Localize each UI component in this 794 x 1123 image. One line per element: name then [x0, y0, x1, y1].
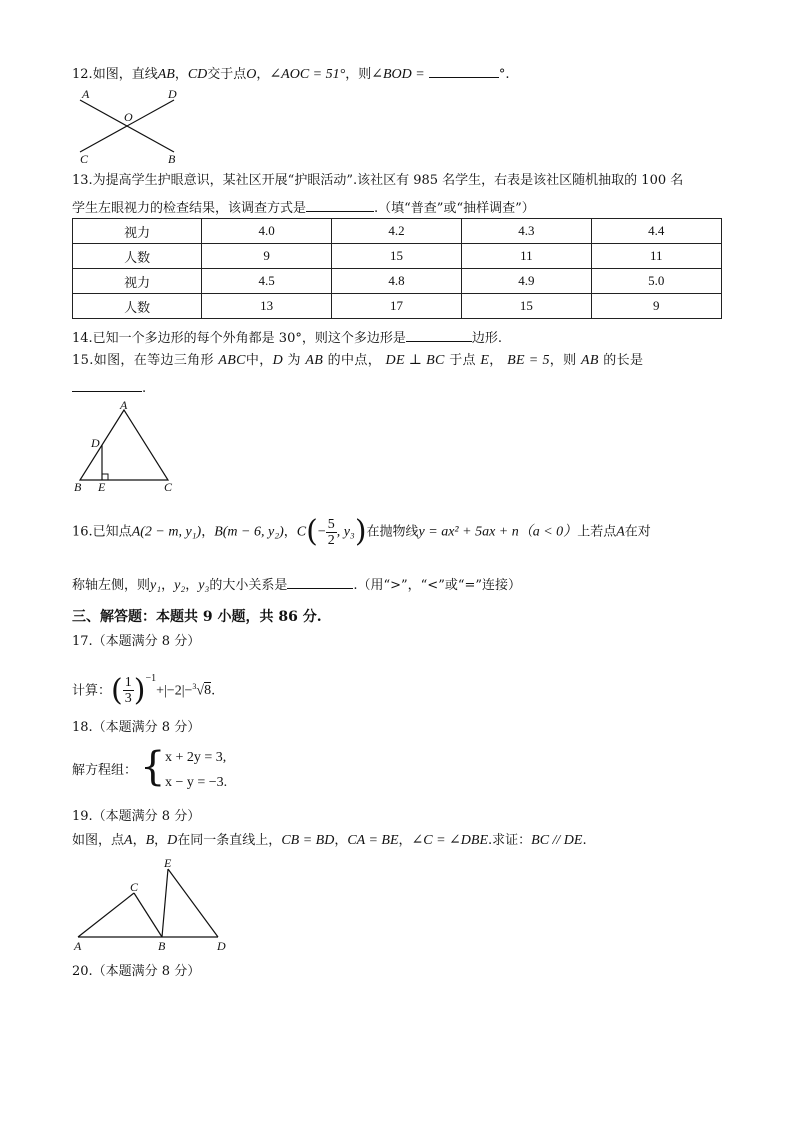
- label-a: A: [74, 939, 82, 953]
- q19-cond2: CA = BE: [347, 833, 399, 848]
- q15-end: .: [142, 381, 147, 396]
- q16-line2: [72, 574, 521, 595]
- q16-fraction: [326, 517, 337, 548]
- q12-text-b: 交于点: [207, 67, 247, 82]
- table-cell: 15: [331, 244, 461, 269]
- system-brace: {: [140, 744, 166, 790]
- table-cell: 13: [202, 294, 331, 319]
- q16-condition: （a < 0）: [518, 524, 578, 540]
- table-cell: 17: [331, 294, 461, 319]
- vision-table: [72, 218, 722, 319]
- q17-end: .: [211, 683, 216, 699]
- table-cell: 11: [591, 244, 721, 269]
- q19-header: 19.（本题满分 8 分）: [72, 809, 201, 824]
- table-cell: 5.0: [591, 269, 721, 294]
- table-cell: 4.9: [462, 269, 591, 294]
- q15-line2: [72, 377, 146, 398]
- q19-text-b: 在同一条直线上，: [177, 833, 282, 848]
- q16-point-a: A(2 − m, y₁): [131, 524, 202, 540]
- fraction-denominator: 2: [327, 532, 335, 548]
- table-row: [73, 269, 722, 294]
- q16-point-b: B(m − 6, y₂): [214, 524, 284, 540]
- q16-parabola: y = ax² + 5ax + n: [418, 524, 519, 540]
- q12-angle-asked: ∠BOD =: [371, 67, 425, 82]
- q17-expression: [72, 668, 215, 710]
- q19-s2: ，: [154, 833, 168, 848]
- table-cell: 视力: [73, 269, 202, 294]
- section-3-heading: 三、解答题：本题共 9 小题，共 86 分.: [72, 609, 322, 625]
- table-cell: 11: [462, 244, 591, 269]
- label-e: E: [164, 856, 172, 870]
- label-c: C: [80, 152, 89, 166]
- q15-be: BE = 5: [507, 353, 550, 368]
- segment-ca: [78, 893, 134, 937]
- q17-header: 17.（本题满分 8 分）: [72, 634, 201, 649]
- table-cell: 人数: [73, 294, 202, 319]
- right-paren: ): [354, 514, 367, 549]
- q17-label: 计算：: [72, 683, 112, 699]
- q16-point-c-name: C: [296, 524, 307, 540]
- q15-text-e: 于点: [449, 353, 476, 368]
- label-d: D: [168, 88, 177, 101]
- fraction-denominator: 3: [124, 691, 132, 707]
- q12-cd: CD: [187, 67, 208, 82]
- q19-text: [72, 832, 587, 850]
- figure-19: [72, 855, 237, 959]
- q20-header: 20.（本题满分 8 分）: [72, 964, 201, 979]
- q18-equation-1: x + 2y = 3,: [165, 750, 227, 765]
- q18-label: 解方程组：: [72, 763, 138, 778]
- q15-abc: ABC: [218, 353, 246, 368]
- q14-text-a: 14.已知一个多边形的每个外角都是 30°，则这个多边形是: [72, 331, 406, 346]
- q15-text-d: 的中点，: [327, 353, 382, 368]
- label-b: B: [168, 152, 176, 166]
- q16-text-c: 上若点: [577, 524, 617, 540]
- q19-b: B: [145, 833, 155, 848]
- table-cell: 4.8: [331, 269, 461, 294]
- q15-text-c: 为: [287, 353, 301, 368]
- q12-number: 12.: [72, 67, 93, 82]
- segment-de: [168, 869, 218, 937]
- q19-text-c: .求证：: [488, 833, 532, 848]
- label-c: C: [130, 880, 139, 894]
- fraction-numerator: 1: [124, 675, 132, 691]
- left-paren: (: [306, 514, 318, 549]
- label-c: C: [164, 480, 173, 494]
- table-cell: 4.5: [202, 269, 331, 294]
- q16-s2: ，: [185, 578, 199, 593]
- q19-s4: ，: [398, 833, 412, 848]
- q19-cond3: ∠C = ∠DBE: [411, 833, 488, 848]
- q17-abs-term: +|−2|−: [156, 683, 193, 699]
- q15-text-a: 15.如图，在等边三角形: [72, 353, 214, 368]
- label-o: O: [124, 110, 133, 124]
- table-row: [73, 294, 722, 319]
- label-b: B: [74, 480, 82, 494]
- q15-perp: DE ⊥ BC: [385, 353, 445, 368]
- q12-text-c: ，则: [345, 67, 372, 82]
- fraction-numerator: 5: [327, 516, 335, 532]
- q15-text: [72, 352, 643, 370]
- figure-12: [72, 88, 192, 172]
- q17-exponent: −1: [145, 673, 157, 684]
- q13-line2-a: 学生左眼视力的检查结果，该调查方式是: [72, 201, 307, 216]
- left-paren: (: [111, 672, 123, 708]
- q16-answer-blank[interactable]: [287, 574, 353, 589]
- cube-root-index: 3: [192, 682, 197, 691]
- q16-text-a: 16.已知点: [72, 524, 132, 540]
- q18-header: 18.（本题满分 8 分）: [72, 720, 201, 735]
- table-cell: 4.4: [591, 219, 721, 244]
- q16-text-b: 在抛物线: [366, 524, 419, 540]
- q12-angle-given: ∠AOC = 51°: [269, 67, 346, 82]
- right-paren: ): [133, 672, 146, 708]
- q19-s3: ，: [334, 833, 348, 848]
- q16-text-d: 在对: [624, 524, 651, 540]
- q19-cond1: CB = BD: [281, 833, 335, 848]
- q12-text-a: 如图，直线: [92, 67, 158, 82]
- figure-15: [72, 400, 182, 502]
- q17-fraction: [123, 675, 134, 706]
- q12-text: [72, 63, 509, 84]
- q14-text: [72, 327, 502, 348]
- q16-s1: ，: [161, 578, 175, 593]
- label-e: E: [98, 480, 106, 494]
- radicand: 8: [204, 683, 212, 699]
- q19-text-a: 如图，点: [72, 833, 125, 848]
- label-d: D: [91, 436, 100, 450]
- q14-answer-blank[interactable]: [406, 327, 472, 342]
- q19-d: D: [167, 833, 178, 848]
- q19-a: A: [124, 833, 133, 848]
- q16-y1: y₁: [150, 578, 162, 593]
- radical-sign: √: [196, 683, 205, 699]
- label-a: A: [82, 88, 90, 101]
- segment-cb: [134, 893, 162, 937]
- q18-equation-2: x − y = −3.: [165, 775, 228, 790]
- q15-ab2: AB: [580, 353, 599, 368]
- table-cell: 视力: [73, 219, 202, 244]
- q13-line1: 13.为提高学生护眼意识，某社区开展“护眼活动”.该社区有 985 名学生，右表是该社区随机抽取的 100 名: [72, 173, 684, 188]
- q16-a: A: [616, 524, 625, 540]
- q13-answer-blank[interactable]: [306, 197, 374, 212]
- q16-sep1: ，: [201, 524, 215, 540]
- q12-answer-blank[interactable]: [429, 63, 499, 78]
- q13-line2: [72, 197, 535, 218]
- q15-text-b: 中，: [245, 353, 273, 368]
- q15-sep: ，: [489, 353, 503, 368]
- q16-line2-b: 的大小关系是: [209, 578, 288, 593]
- table-cell: 4.0: [202, 219, 331, 244]
- q16-y3: y₃: [198, 578, 210, 593]
- q15-text-g: 的长是: [603, 353, 644, 368]
- table-cell: 9: [202, 244, 331, 269]
- q15-e: E: [480, 353, 490, 368]
- minus-sign: −: [317, 524, 326, 540]
- table-cell: 4.3: [462, 219, 591, 244]
- segment-be: [162, 869, 168, 937]
- q12-ab: AB: [157, 67, 175, 82]
- table-cell: 15: [462, 294, 591, 319]
- q19-goal: BC // DE: [531, 833, 583, 848]
- q16-point-c-y: , y₃: [336, 524, 355, 540]
- q13-line2-b: .（填“普查”或“抽样调查”）: [374, 201, 535, 216]
- q14-text-b: 边形.: [471, 331, 502, 346]
- q15-text-f: ，则: [549, 353, 577, 368]
- q12-o: O: [246, 67, 257, 82]
- label-a: A: [120, 400, 128, 412]
- q16-sep2: ，: [283, 524, 297, 540]
- q15-d: D: [272, 353, 284, 368]
- q16-line1: [72, 514, 651, 551]
- label-b: B: [158, 939, 166, 953]
- table-cell: 4.2: [331, 219, 461, 244]
- q19-end: .: [582, 833, 587, 848]
- label-d: D: [217, 939, 226, 953]
- q15-answer-blank[interactable]: [72, 377, 142, 392]
- q16-y2: y₂: [174, 578, 186, 593]
- table-row: [73, 219, 722, 244]
- q15-ab: AB: [305, 353, 324, 368]
- table-cell: 人数: [73, 244, 202, 269]
- q16-line2-a: 称轴左侧，则: [72, 578, 151, 593]
- table-row: [73, 244, 722, 269]
- table-cell: 9: [591, 294, 721, 319]
- q12-tail: °.: [498, 67, 510, 82]
- q12-sep2: ，: [256, 67, 270, 82]
- q16-line2-c: .（用“>”，“<”或“=”连接）: [353, 578, 522, 593]
- q19-s1: ，: [132, 833, 146, 848]
- q12-sep1: ，: [174, 67, 188, 82]
